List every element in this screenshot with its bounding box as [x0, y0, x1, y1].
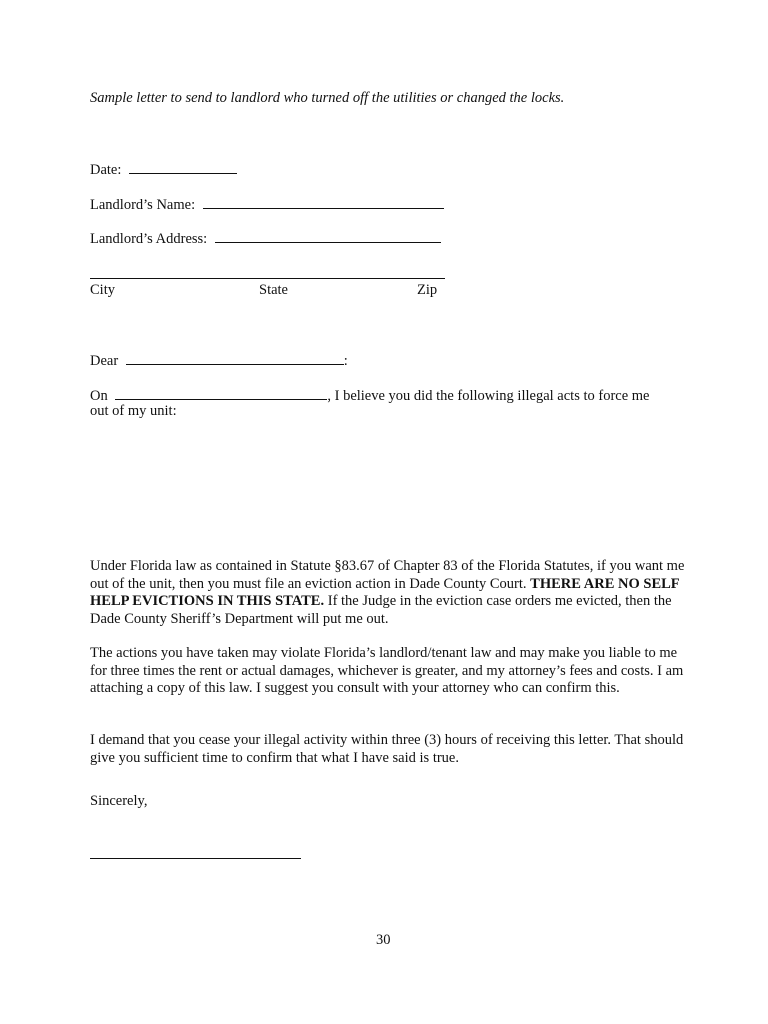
salutation-colon: :: [343, 353, 348, 369]
date-of-acts-blank-line: [115, 386, 327, 400]
opening-statement: , I believe you did the following illegal acts to force me: [327, 388, 650, 404]
florida-law-paragraph: [90, 558, 690, 628]
state-label: State: [259, 282, 288, 298]
date-label: Date:: [90, 162, 122, 178]
landlord-address-blank-line: [215, 229, 441, 243]
opening-continuation: out of my unit:: [90, 403, 177, 419]
sample-letter-note: Sample letter to send to landlord who turned off the utilities or changed the locks.: [90, 90, 565, 106]
page-number: 30: [376, 932, 391, 948]
date-field: [90, 160, 237, 180]
salutation: [90, 351, 348, 371]
landlord-address-label: Landlord’s Address:: [90, 231, 208, 247]
city-label: City: [90, 282, 115, 298]
law-paragraph-text-end: If the Judge in the eviction case orders me evicted, then the Dade County Sheriff’s Department will put me out.: [90, 593, 672, 627]
signature-blank-line: [90, 858, 301, 859]
zip-label: Zip: [417, 282, 438, 298]
liability-paragraph: The actions you have taken may violate Florida’s landlord/tenant law and may make you liable to me for three times the rent or actual damages, whichever is greater, and my attorney’s fees and costs. I am attaching a copy of this law. I suggest you consult with your attorney who can confirm this.: [90, 645, 684, 696]
opening-on: On: [90, 388, 108, 404]
landlord-name-blank-line: [203, 195, 444, 209]
recipient-blank-line: [126, 351, 344, 365]
closing-sincerely: Sincerely,: [90, 793, 148, 809]
landlord-address-field: [90, 229, 441, 249]
salutation-dear: Dear: [90, 353, 119, 369]
date-blank-line: [129, 160, 237, 174]
demand-paragraph: I demand that you cease your illegal activity within three (3) hours of receiving this letter. That should give you sufficient time to confirm that what I have said is true.: [90, 732, 684, 766]
landlord-name-field: [90, 195, 444, 215]
landlord-name-label: Landlord’s Name:: [90, 197, 196, 213]
no-self-help-evictions-emphasis: THERE ARE NO SELF HELP EVICTIONS IN THIS STATE.: [90, 575, 680, 609]
law-paragraph-text-start: Under Florida law as contained in Statute §83.67 of Chapter 83 of the Florida Statutes, if you want me out of the unit, then you must file an eviction action in Dade County Court.: [90, 558, 685, 592]
city-state-zip-blank-line: [90, 278, 445, 279]
